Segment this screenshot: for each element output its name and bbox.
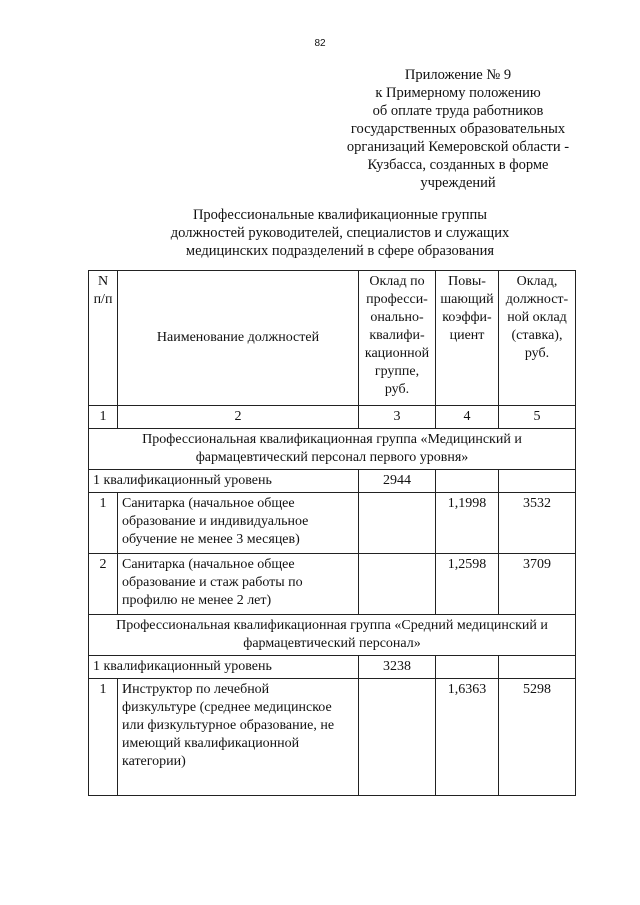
title-line: медицинских подразделений в сфере образования — [185, 243, 495, 259]
appendix-line: Кузбасса, созданных в форме — [367, 157, 549, 173]
column-number: 1 — [89, 406, 118, 429]
table-header-row — [89, 271, 576, 406]
table-row — [89, 493, 576, 554]
group-title-row — [89, 615, 576, 656]
empty-cell — [359, 554, 436, 615]
group-title: Профессиональная квалификационная группа «Медицинский и фармацевтический персонал первого уровня» — [89, 429, 576, 470]
header-num: N п/п — [89, 271, 118, 406]
header-official-salary: Оклад, должност- ной оклад (ставка), руб. — [499, 271, 576, 406]
position-name: Санитарка (начальное общее образование и индивидуальное обучение не менее 3 месяцев) — [118, 493, 359, 554]
appendix-line: государственных образовательных — [350, 121, 566, 137]
document-title — [120, 206, 560, 260]
empty-cell — [359, 679, 436, 796]
row-number: 2 — [89, 554, 118, 615]
column-number: 4 — [436, 406, 499, 429]
empty-cell — [499, 470, 576, 493]
column-number: 2 — [118, 406, 359, 429]
level-row — [89, 470, 576, 493]
level-salary: 3238 — [359, 656, 436, 679]
column-number-row — [89, 406, 576, 429]
table-row — [89, 554, 576, 615]
empty-cell — [436, 470, 499, 493]
appendix-heading — [330, 66, 586, 192]
official-salary-value: 3709 — [499, 554, 576, 615]
title-line: Профессиональные квалификационные группы — [192, 207, 488, 223]
appendix-line: к Примерному положению — [375, 85, 541, 101]
appendix-line: Приложение № 9 — [404, 67, 512, 83]
coefficient-value: 1,1998 — [436, 493, 499, 554]
empty-cell — [359, 493, 436, 554]
coefficient-value: 1,2598 — [436, 554, 499, 615]
official-salary-value: 5298 — [499, 679, 576, 796]
level-salary: 2944 — [359, 470, 436, 493]
position-name: Санитарка (начальное общее образование и стаж работы по профилю не менее 2 лет) — [118, 554, 359, 615]
header-salary: Оклад по професси- онально- квалифи- кационной группе, руб. — [359, 271, 436, 406]
column-number: 5 — [499, 406, 576, 429]
group-title-row — [89, 429, 576, 470]
level-label: 1 квалификационный уровень — [89, 470, 359, 493]
column-number: 3 — [359, 406, 436, 429]
appendix-line: учреждений — [420, 175, 496, 191]
appendix-line: об оплате труда работников — [372, 103, 544, 119]
group-title: Профессиональная квалификационная группа «Средний медицинский и фармацевтический персонал» — [89, 615, 576, 656]
table-row — [89, 679, 576, 796]
header-name: Наименование должностей — [118, 271, 359, 406]
position-name: Инструктор по лечебной физкультуре (среднее медицинское или физкультурное образование, не имеющий квалификационной категории) — [118, 679, 359, 796]
official-salary-value: 3532 — [499, 493, 576, 554]
empty-cell — [436, 656, 499, 679]
level-row — [89, 656, 576, 679]
row-number: 1 — [89, 493, 118, 554]
header-coefficient: Повы- шающий коэффи- циент — [436, 271, 499, 406]
row-number: 1 — [89, 679, 118, 796]
title-line: должностей руководителей, специалистов и служащих — [170, 225, 510, 241]
level-label: 1 квалификационный уровень — [89, 656, 359, 679]
coefficient-value: 1,6363 — [436, 679, 499, 796]
appendix-line: организаций Кемеровской области - — [346, 139, 570, 155]
qualification-table — [88, 270, 576, 796]
empty-cell — [499, 656, 576, 679]
page-number: 82 — [314, 38, 326, 49]
